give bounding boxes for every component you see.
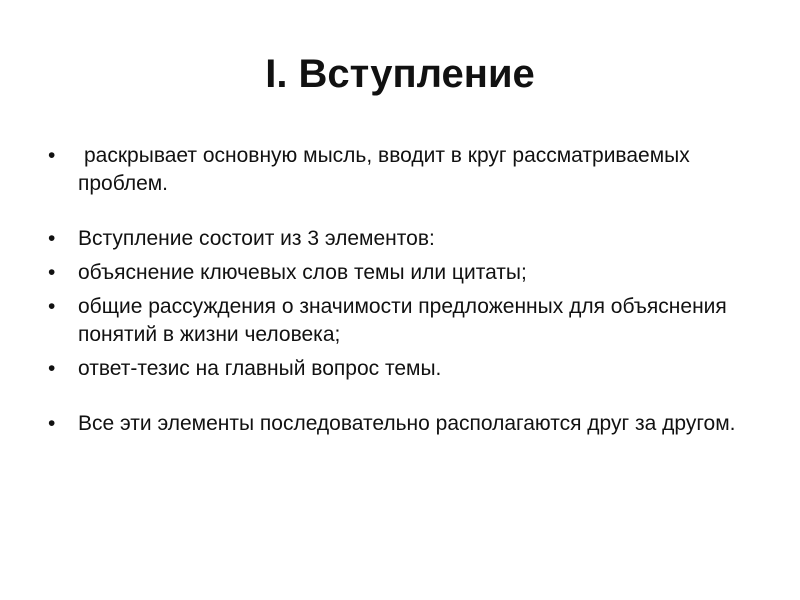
bullet-text: Вступление состоит из 3 элементов:: [78, 227, 435, 250]
bullet-item: [46, 142, 766, 198]
bullet-icon: •: [48, 227, 56, 250]
bullet-text: Все эти элементы последовательно располагаются друг за другом.: [78, 412, 736, 435]
bullet-text: ответ-тезис на главный вопрос темы.: [78, 357, 442, 380]
bullet-item: [46, 355, 766, 383]
bullet-icon: •: [48, 261, 56, 284]
bullet-list: [46, 142, 766, 438]
bullet-icon: •: [48, 357, 56, 380]
bullet-item: [46, 410, 766, 438]
bullet-icon: •: [48, 295, 56, 318]
bullet-item: [46, 293, 766, 349]
bullet-text: общие рассуждения о значимости предложенных для объяснения понятий в жизни человека;: [78, 295, 727, 346]
bullet-icon: •: [48, 412, 56, 435]
bullet-item: [46, 259, 766, 287]
bullet-text: раскрывает основную мысль, вводит в круг рассматриваемых проблем.: [78, 144, 690, 195]
bullet-icon: •: [48, 144, 56, 167]
bullet-text: объяснение ключевых слов темы или цитаты;: [78, 261, 527, 284]
slide-title: I. Вступление: [265, 52, 535, 96]
bullet-item: [46, 225, 766, 253]
